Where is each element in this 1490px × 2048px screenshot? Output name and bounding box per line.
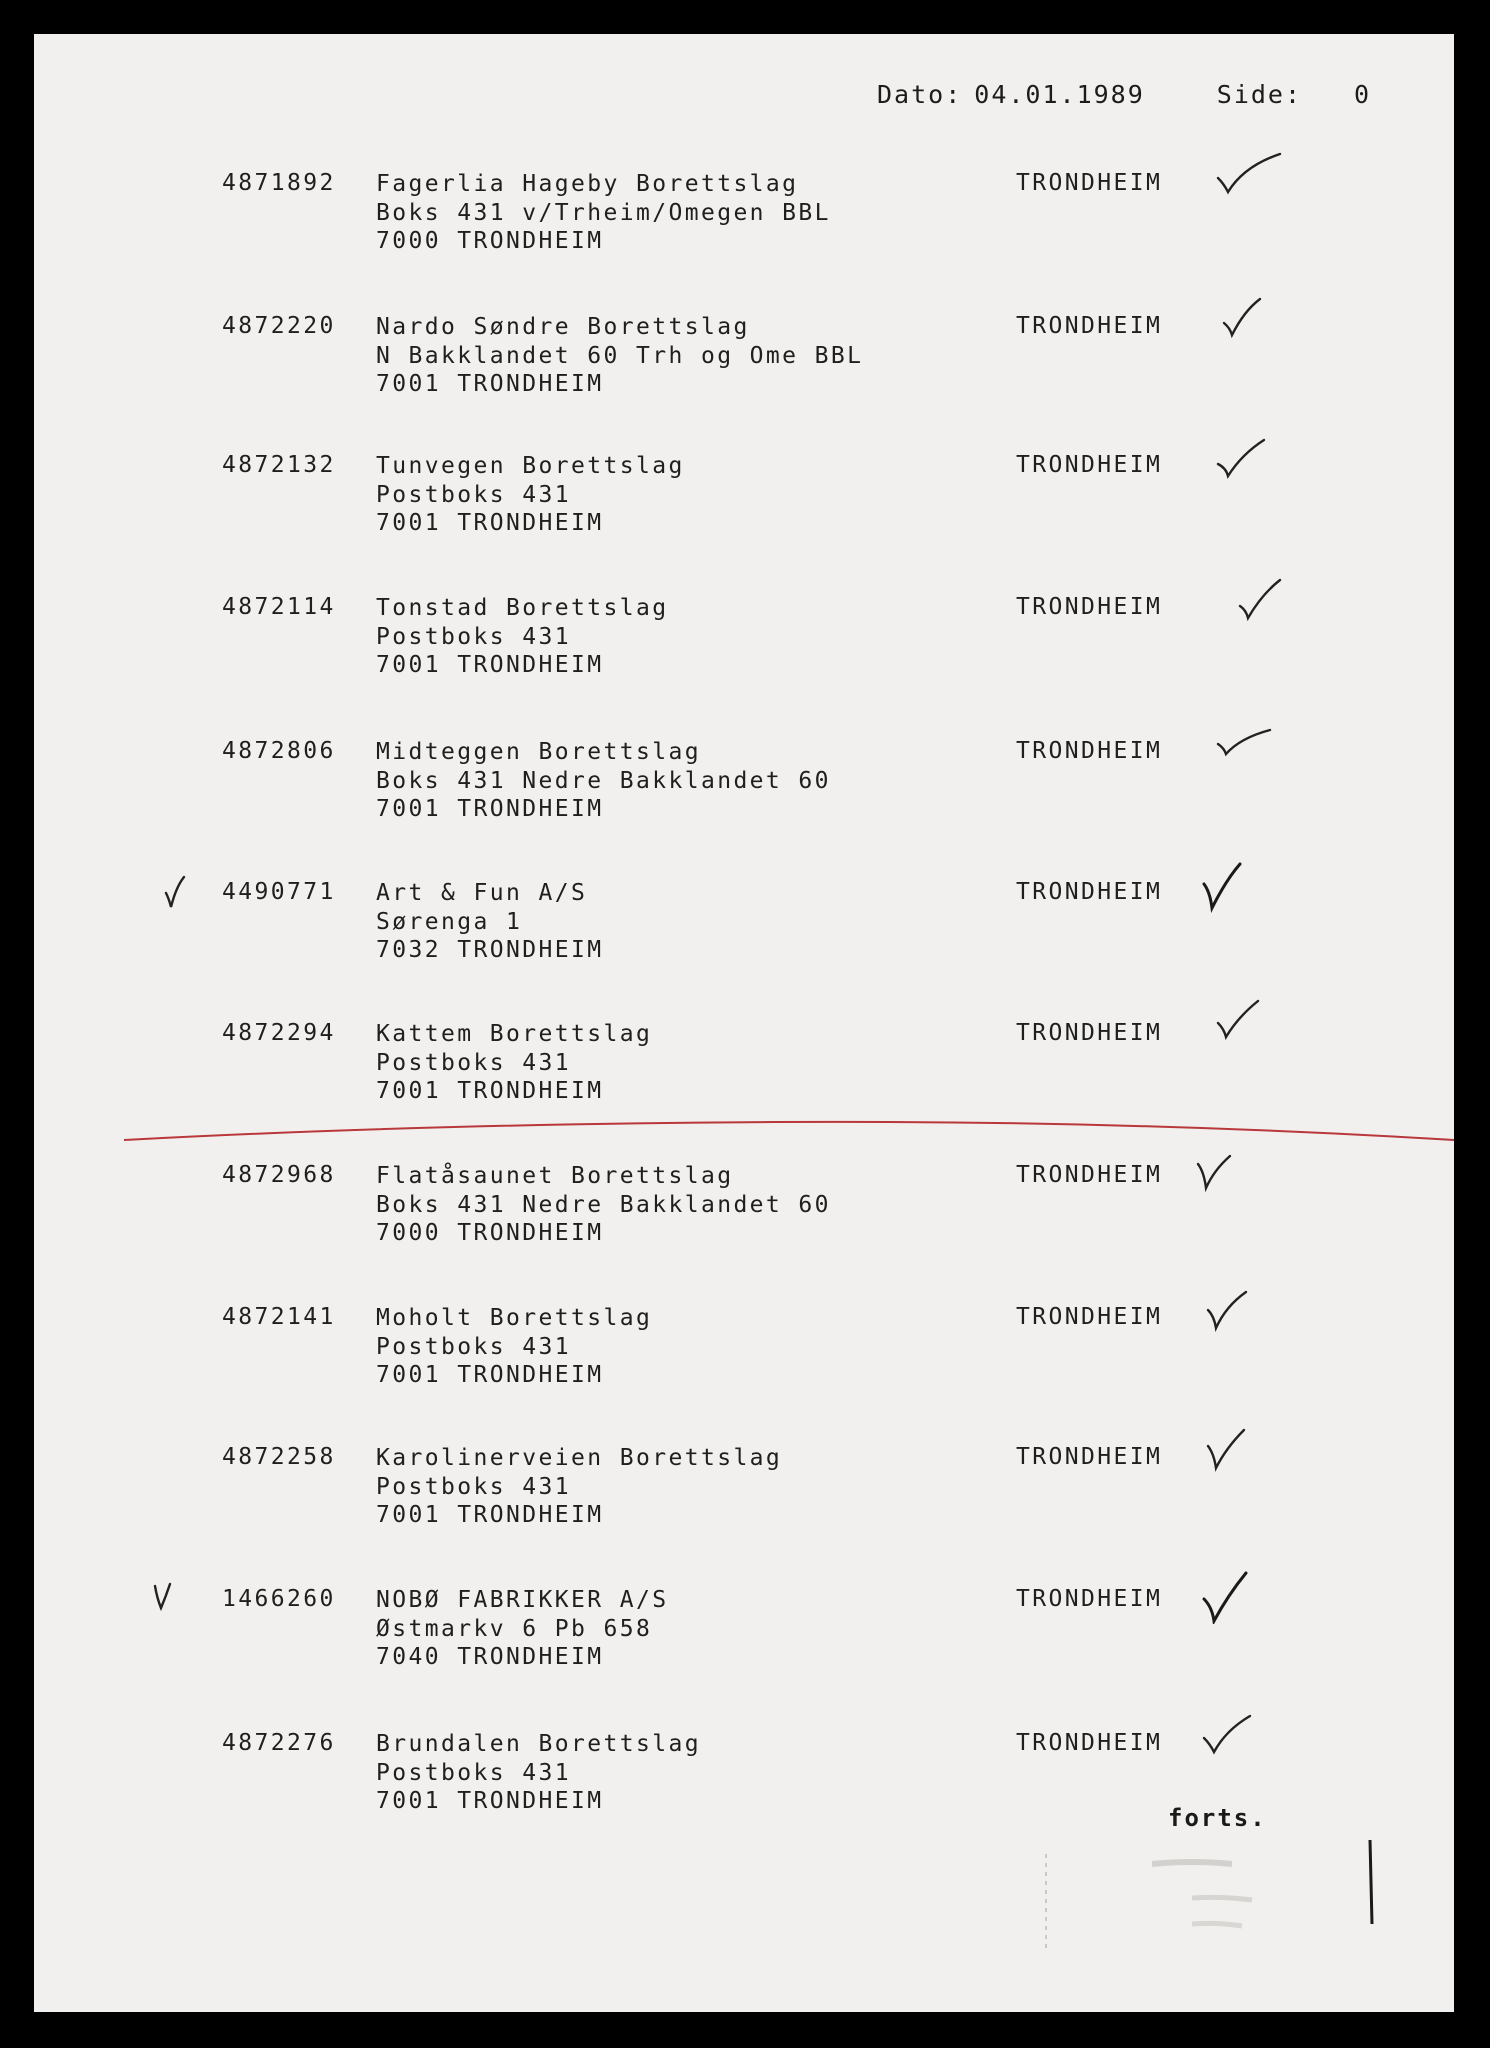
entry-postal: 7001 TRONDHEIM	[376, 371, 604, 397]
entry-city: TRONDHEIM	[1016, 1730, 1163, 1756]
list-item	[34, 1586, 1454, 1696]
entry-name: Art & Fun A/S	[376, 880, 588, 906]
entry-address: Sørenga 1	[376, 908, 523, 935]
entry-postal: 7001 TRONDHEIM	[376, 510, 604, 536]
entry-postal: 7000 TRONDHEIM	[376, 1220, 604, 1246]
entry-name: Midteggen Borettslag	[376, 739, 701, 765]
checkmark-icon	[1200, 853, 1270, 913]
entry-city: TRONDHEIM	[1016, 313, 1163, 339]
entry-city: TRONDHEIM	[1016, 170, 1163, 196]
checkmark-icon	[1214, 994, 1284, 1050]
left-checkmark-icon	[164, 875, 188, 911]
entry-number: 4872141	[222, 1304, 336, 1330]
entry-name: Fagerlia Hageby Borettslag	[376, 171, 799, 197]
document-page	[34, 34, 1454, 2012]
checkmark-icon	[1214, 720, 1284, 770]
entry-number: 4871892	[222, 170, 336, 196]
checkmark-icon	[1234, 576, 1304, 626]
entry-postal: 7001 TRONDHEIM	[376, 1788, 604, 1814]
entry-address: Postboks 431	[376, 481, 571, 508]
entry-name: Flatåsaunet Borettslag	[376, 1163, 734, 1189]
list-item	[34, 738, 1454, 848]
entry-city: TRONDHEIM	[1016, 1304, 1163, 1330]
list-item	[34, 1162, 1454, 1272]
entry-number: 4872276	[222, 1730, 336, 1756]
entry-postal: 7001 TRONDHEIM	[376, 1078, 604, 1104]
entry-address: Boks 431 v/Trheim/Omegen BBL	[376, 199, 831, 226]
page-label: Side:	[1216, 80, 1303, 109]
date-value: 04.01.1989	[974, 80, 1145, 109]
page-header	[877, 80, 1383, 109]
entry-address: Østmarkv 6 Pb 658	[376, 1615, 653, 1642]
entry-name: Tonstad Borettslag	[376, 595, 669, 621]
entry-name: Kattem Borettslag	[376, 1021, 653, 1047]
entry-name: NOBØ FABRIKKER A/S	[376, 1587, 669, 1613]
list-item	[34, 452, 1454, 562]
entry-address: Postboks 431	[376, 1759, 571, 1786]
entry-postal: 7001 TRONDHEIM	[376, 796, 604, 822]
entry-postal: 7001 TRONDHEIM	[376, 1502, 604, 1528]
date-label: Dato:	[877, 80, 963, 109]
checkmark-icon	[1214, 152, 1284, 202]
entry-postal: 7040 TRONDHEIM	[376, 1644, 604, 1670]
entry-number: 4490771	[222, 879, 336, 905]
entry-postal: 7000 TRONDHEIM	[376, 228, 604, 254]
list-item	[34, 313, 1454, 423]
entry-city: TRONDHEIM	[1016, 738, 1163, 764]
entry-city: TRONDHEIM	[1016, 594, 1163, 620]
checkmark-icon	[1200, 1712, 1270, 1762]
entry-address: Postboks 431	[376, 1333, 571, 1360]
checkmark-icon	[1214, 434, 1284, 484]
entry-name: Moholt Borettslag	[376, 1305, 653, 1331]
list-item	[34, 879, 1454, 989]
entry-city: TRONDHEIM	[1016, 1444, 1163, 1470]
page-value: 0	[1354, 80, 1372, 109]
entry-address: Boks 431 Nedre Bakklandet 60	[376, 1191, 831, 1218]
list-item	[34, 1444, 1454, 1554]
entry-address: N Bakklandet 60 Trh og Ome BBL	[376, 342, 864, 369]
entry-city: TRONDHEIM	[1016, 1162, 1163, 1188]
list-item	[34, 170, 1454, 280]
entry-address: Boks 431 Nedre Bakklandet 60	[376, 767, 831, 794]
continued-note: forts.	[1168, 1804, 1267, 1832]
entry-number: 4872806	[222, 738, 336, 764]
entry-postal: 7001 TRONDHEIM	[376, 652, 604, 678]
list-item	[34, 1304, 1454, 1414]
checkmark-icon	[1204, 1288, 1274, 1338]
entry-name: Tunvegen Borettslag	[376, 453, 685, 479]
entry-city: TRONDHEIM	[1016, 879, 1163, 905]
checkmark-icon	[1194, 1152, 1264, 1202]
checkmark-icon	[1200, 1564, 1270, 1624]
list-item	[34, 594, 1454, 704]
entry-number: 4872132	[222, 452, 336, 478]
left-checkmark-icon	[152, 1580, 176, 1616]
entry-number: 4872220	[222, 313, 336, 339]
entry-number: 1466260	[222, 1586, 336, 1612]
entry-name: Karolinerveien Borettslag	[376, 1445, 783, 1471]
entry-number: 4872114	[222, 594, 336, 620]
faded-stamp-mark	[1042, 1834, 1382, 1954]
entry-city: TRONDHEIM	[1016, 1586, 1163, 1612]
entry-address: Postboks 431	[376, 623, 571, 650]
entry-name: Brundalen Borettslag	[376, 1731, 701, 1757]
entry-address: Postboks 431	[376, 1473, 571, 1500]
entry-city: TRONDHEIM	[1016, 1020, 1163, 1046]
entry-number: 4872258	[222, 1444, 336, 1470]
checkmark-icon	[1214, 295, 1284, 345]
entry-name: Nardo Søndre Borettslag	[376, 314, 750, 340]
red-divider-line	[124, 1094, 1454, 1144]
checkmark-icon	[1204, 1428, 1274, 1478]
entry-address: Postboks 431	[376, 1049, 571, 1076]
entry-postal: 7032 TRONDHEIM	[376, 937, 604, 963]
entry-city: TRONDHEIM	[1016, 452, 1163, 478]
entry-number: 4872294	[222, 1020, 336, 1046]
entry-postal: 7001 TRONDHEIM	[376, 1362, 604, 1388]
entry-number: 4872968	[222, 1162, 336, 1188]
